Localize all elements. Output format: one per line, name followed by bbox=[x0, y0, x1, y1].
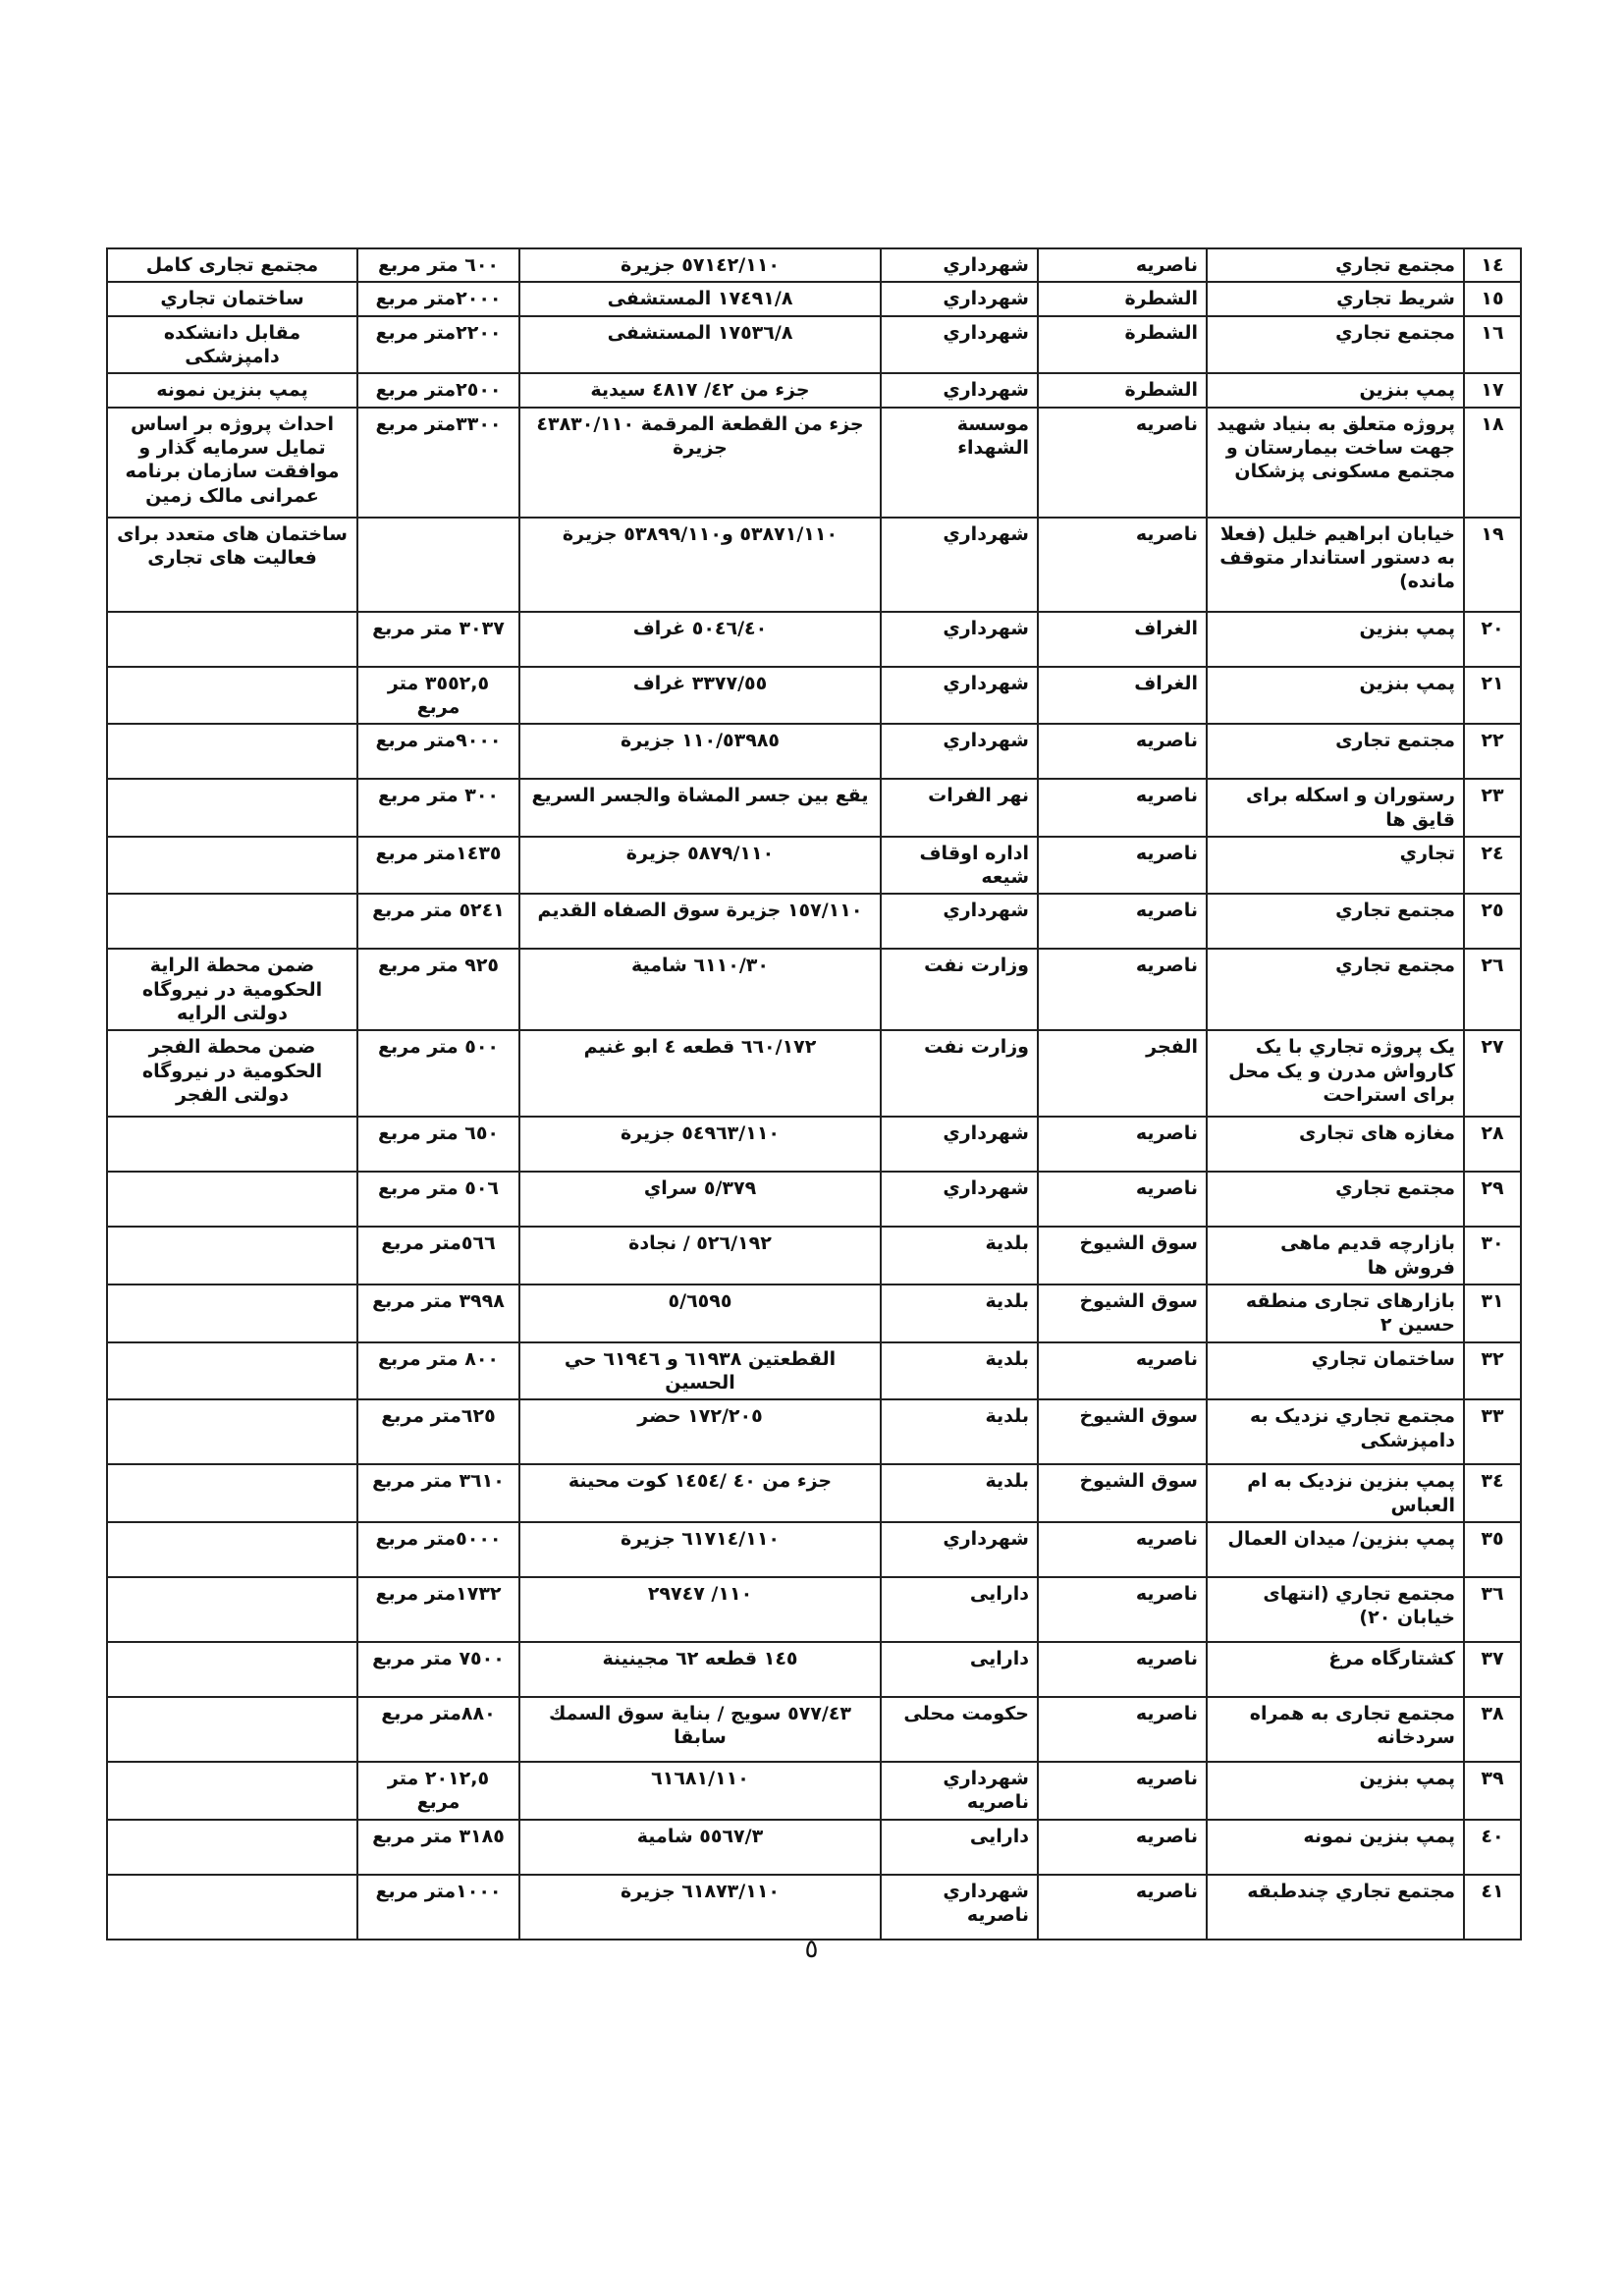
owner-entity-cell: دارايی bbox=[881, 1642, 1038, 1697]
notes-cell: ساختمان تجاري bbox=[107, 282, 357, 315]
table-row bbox=[107, 667, 1521, 725]
owner-entity-cell: دارايی bbox=[881, 1820, 1038, 1875]
table-row bbox=[107, 1522, 1521, 1577]
table-row bbox=[107, 1762, 1521, 1820]
table-row bbox=[107, 1399, 1521, 1464]
owner-entity-cell: شهرداري bbox=[881, 1522, 1038, 1577]
owner-entity-cell: شهرداري bbox=[881, 667, 1038, 725]
row-number-cell: ٣٩ bbox=[1464, 1762, 1521, 1820]
row-number-cell: ٣٥ bbox=[1464, 1522, 1521, 1577]
project-name-cell: بازارچه قديم ماهی فروش ها bbox=[1207, 1227, 1464, 1285]
table-row bbox=[107, 1030, 1521, 1117]
land-area-cell: ٥٢٤١ متر مربع bbox=[357, 894, 519, 949]
location-cell: الغراف bbox=[1038, 667, 1207, 725]
owner-entity-cell: شهرداري bbox=[881, 1172, 1038, 1227]
project-name-cell: رستوران و اسکله برای قايق ها bbox=[1207, 779, 1464, 837]
table-row bbox=[107, 316, 1521, 374]
owner-entity-cell: حكومت محلی bbox=[881, 1697, 1038, 1762]
land-area-cell: ٨٠٠ متر مربع bbox=[357, 1342, 519, 1400]
row-number-cell: ١٤ bbox=[1464, 248, 1521, 282]
notes-cell bbox=[107, 1577, 357, 1642]
table-row bbox=[107, 949, 1521, 1030]
project-name-cell: مجتمع تجاري bbox=[1207, 894, 1464, 949]
notes-cell bbox=[107, 1522, 357, 1577]
land-area-cell: ٣٠٣٧ متر مربع bbox=[357, 612, 519, 667]
land-area-cell: ٢٠٠٠متر مربع bbox=[357, 282, 519, 315]
notes-cell: مجتمع تجاری کامل bbox=[107, 248, 357, 282]
owner-entity-cell: موسسة الشهداء bbox=[881, 408, 1038, 518]
table-row bbox=[107, 1285, 1521, 1342]
plot-number-cell: ٥٥٦٧/٣ شامية bbox=[519, 1820, 881, 1875]
notes-cell bbox=[107, 1697, 357, 1762]
row-number-cell: ٢٤ bbox=[1464, 837, 1521, 895]
row-number-cell: ٢٥ bbox=[1464, 894, 1521, 949]
row-number-cell: ١٦ bbox=[1464, 316, 1521, 374]
plot-number-cell: جزء من ٤٢/ ٤٨١٧ سيدية bbox=[519, 373, 881, 407]
owner-entity-cell: شهرداري bbox=[881, 612, 1038, 667]
table-row bbox=[107, 282, 1521, 315]
land-area-cell: ٣٣٠٠متر مربع bbox=[357, 408, 519, 518]
location-cell: الشطرة bbox=[1038, 316, 1207, 374]
land-area-cell: ٢٠١٢,٥ متر مربع bbox=[357, 1762, 519, 1820]
location-cell: ناصريه bbox=[1038, 1875, 1207, 1940]
plot-number-cell: ١٤٥ قطعه ٦٢ مجينينة bbox=[519, 1642, 881, 1697]
land-area-cell: ٦٢٥متر مربع bbox=[357, 1399, 519, 1464]
row-number-cell: ٤١ bbox=[1464, 1875, 1521, 1940]
table-row bbox=[107, 612, 1521, 667]
plot-number-cell: ٥٧١٤٢/١١٠ جزيرة bbox=[519, 248, 881, 282]
location-cell: ناصريه bbox=[1038, 1522, 1207, 1577]
owner-entity-cell: بلدية bbox=[881, 1285, 1038, 1342]
location-cell: ناصريه bbox=[1038, 1117, 1207, 1172]
table-row bbox=[107, 724, 1521, 779]
notes-cell: احداث پروژه بر اساس تمايل سرمايه گذار و موافقت سازمان برنامه عمرانی مالک زمين bbox=[107, 408, 357, 518]
location-cell: سوق الشيوخ bbox=[1038, 1227, 1207, 1285]
row-number-cell: ٣٨ bbox=[1464, 1697, 1521, 1762]
row-number-cell: ٣٠ bbox=[1464, 1227, 1521, 1285]
owner-entity-cell: دارايی bbox=[881, 1577, 1038, 1642]
notes-cell bbox=[107, 1875, 357, 1940]
land-area-cell: ١٤٣٥متر مربع bbox=[357, 837, 519, 895]
location-cell: الشطرة bbox=[1038, 282, 1207, 315]
row-number-cell: ٣٢ bbox=[1464, 1342, 1521, 1400]
project-name-cell: مجتمع تجاري bbox=[1207, 1172, 1464, 1227]
plot-number-cell: ١١٠/ ٢٩٧٤٧ bbox=[519, 1577, 881, 1642]
plot-number-cell: ٦١١٠/٣٠ شامية bbox=[519, 949, 881, 1030]
row-number-cell: ٢٩ bbox=[1464, 1172, 1521, 1227]
notes-cell: ضمن محطة الفجر الحكومية در نيروگاه دولتی الفجر bbox=[107, 1030, 357, 1117]
project-name-cell: پمپ بنزين bbox=[1207, 373, 1464, 407]
location-cell: ناصريه bbox=[1038, 518, 1207, 612]
plot-number-cell: ٥٠٤٦/٤٠ غراف bbox=[519, 612, 881, 667]
location-cell: ناصريه bbox=[1038, 1172, 1207, 1227]
row-number-cell: ٤٠ bbox=[1464, 1820, 1521, 1875]
land-area-cell: ٥٠٠ متر مربع bbox=[357, 1030, 519, 1117]
notes-cell bbox=[107, 1342, 357, 1400]
location-cell: ناصريه bbox=[1038, 1697, 1207, 1762]
location-cell: ناصريه bbox=[1038, 837, 1207, 895]
project-name-cell: تجاري bbox=[1207, 837, 1464, 895]
project-name-cell: کشتارگاه مرغ bbox=[1207, 1642, 1464, 1697]
plot-number-cell: يقع بين جسر المشاة والجسر السريع bbox=[519, 779, 881, 837]
project-name-cell: خيابان ابراهيم خليل (فعلا به دستور استاندار متوقف مانده) bbox=[1207, 518, 1464, 612]
project-name-cell: مجتمع تجاري bbox=[1207, 949, 1464, 1030]
land-area-cell: ٧٥٠٠ متر مربع bbox=[357, 1642, 519, 1697]
land-area-cell: ٦٥٠ متر مربع bbox=[357, 1117, 519, 1172]
table-row bbox=[107, 1577, 1521, 1642]
row-number-cell: ٢٢ bbox=[1464, 724, 1521, 779]
land-area-cell: ٣١٨٥ متر مربع bbox=[357, 1820, 519, 1875]
owner-entity-cell: شهرداري bbox=[881, 518, 1038, 612]
land-area-cell: ٨٨٠متر مربع bbox=[357, 1697, 519, 1762]
notes-cell: ضمن محطة الراية الحكومية در نيروگاه دولتی الرايه bbox=[107, 949, 357, 1030]
location-cell: ناصريه bbox=[1038, 894, 1207, 949]
land-area-cell: ١٠٠٠متر مربع bbox=[357, 1875, 519, 1940]
row-number-cell: ٢٠ bbox=[1464, 612, 1521, 667]
table-row bbox=[107, 1642, 1521, 1697]
location-cell: ناصريه bbox=[1038, 408, 1207, 518]
project-name-cell: مجتمع تجاری به همراه سردخانه bbox=[1207, 1697, 1464, 1762]
notes-cell bbox=[107, 1172, 357, 1227]
location-cell: سوق الشيوخ bbox=[1038, 1285, 1207, 1342]
location-cell: ناصريه bbox=[1038, 248, 1207, 282]
notes-cell bbox=[107, 779, 357, 837]
owner-entity-cell: نهر الفرات bbox=[881, 779, 1038, 837]
notes-cell bbox=[107, 667, 357, 725]
location-cell: ناصريه bbox=[1038, 724, 1207, 779]
table-row bbox=[107, 1342, 1521, 1400]
projects-table bbox=[106, 247, 1522, 1941]
project-name-cell: پمپ بنزين bbox=[1207, 667, 1464, 725]
notes-cell bbox=[107, 837, 357, 895]
location-cell: ناصريه bbox=[1038, 1577, 1207, 1642]
location-cell: ناصريه bbox=[1038, 949, 1207, 1030]
notes-cell bbox=[107, 1117, 357, 1172]
location-cell: سوق الشيوخ bbox=[1038, 1399, 1207, 1464]
land-area-cell: ٢٥٠٠متر مربع bbox=[357, 373, 519, 407]
table-row bbox=[107, 1464, 1521, 1522]
owner-entity-cell: وزارت نفت bbox=[881, 949, 1038, 1030]
owner-entity-cell: شهرداري bbox=[881, 1117, 1038, 1172]
notes-cell bbox=[107, 1285, 357, 1342]
project-name-cell: مجتمع تجاري bbox=[1207, 316, 1464, 374]
page-number: ٥ bbox=[804, 1935, 819, 1964]
plot-number-cell: ٥٢٦/١٩٢ / نجادة bbox=[519, 1227, 881, 1285]
notes-cell bbox=[107, 1642, 357, 1697]
owner-entity-cell: شهرداري ناصريه bbox=[881, 1762, 1038, 1820]
projects-table-sheet bbox=[106, 247, 1520, 1941]
notes-cell bbox=[107, 1820, 357, 1875]
plot-number-cell: ١٧٢/٢٠٥ حضر bbox=[519, 1399, 881, 1464]
plot-number-cell: ١١٠/٥٣٩٨٥ جزيرة bbox=[519, 724, 881, 779]
notes-cell bbox=[107, 1762, 357, 1820]
notes-cell bbox=[107, 724, 357, 779]
row-number-cell: ٣٧ bbox=[1464, 1642, 1521, 1697]
plot-number-cell: جزء من القطعة المرقمة ٤٣٨٣٠/١١٠ جزيرة bbox=[519, 408, 881, 518]
land-area-cell: ٣٥٥٢,٥ متر مربع bbox=[357, 667, 519, 725]
notes-cell: مقابل دانشکده دامپزشکی bbox=[107, 316, 357, 374]
project-name-cell: پمپ بنزين نمونه bbox=[1207, 1820, 1464, 1875]
location-cell: ناصريه bbox=[1038, 779, 1207, 837]
location-cell: ناصريه bbox=[1038, 1342, 1207, 1400]
plot-number-cell: ٦١٧١٤/١١٠ جزيرة bbox=[519, 1522, 881, 1577]
project-name-cell: پمپ بنزين/ ميدان العمال bbox=[1207, 1522, 1464, 1577]
land-area-cell: ٣٩٩٨ متر مربع bbox=[357, 1285, 519, 1342]
table-row bbox=[107, 518, 1521, 612]
land-area-cell: ٩٠٠٠متر مربع bbox=[357, 724, 519, 779]
location-cell: ناصريه bbox=[1038, 1762, 1207, 1820]
notes-cell: ساختمان های متعدد برای فعاليت های تجاری bbox=[107, 518, 357, 612]
plot-number-cell: ١٧٤٩١/٨ المستشفى bbox=[519, 282, 881, 315]
row-number-cell: ٢٣ bbox=[1464, 779, 1521, 837]
project-name-cell: مجتمع تجاری bbox=[1207, 724, 1464, 779]
table-row bbox=[107, 408, 1521, 518]
table-row bbox=[107, 248, 1521, 282]
table-row bbox=[107, 1172, 1521, 1227]
notes-cell bbox=[107, 894, 357, 949]
project-name-cell: پمپ بنزين نزديک به ام العباس bbox=[1207, 1464, 1464, 1522]
notes-cell bbox=[107, 1464, 357, 1522]
owner-entity-cell: بلدية bbox=[881, 1227, 1038, 1285]
owner-entity-cell: شهرداري ناصريه bbox=[881, 1875, 1038, 1940]
owner-entity-cell: شهرداري bbox=[881, 894, 1038, 949]
row-number-cell: ١٨ bbox=[1464, 408, 1521, 518]
owner-entity-cell: بلدية bbox=[881, 1464, 1038, 1522]
owner-entity-cell: شهرداري bbox=[881, 282, 1038, 315]
project-name-cell: بازارهای تجاری منطقه حسين ٢ bbox=[1207, 1285, 1464, 1342]
table-row bbox=[107, 1697, 1521, 1762]
row-number-cell: ٣٣ bbox=[1464, 1399, 1521, 1464]
project-name-cell: مجتمع تجاري bbox=[1207, 248, 1464, 282]
location-cell: ناصريه bbox=[1038, 1642, 1207, 1697]
owner-entity-cell: شهرداري bbox=[881, 316, 1038, 374]
plot-number-cell: ١٧٥٣٦/٨ المستشفى bbox=[519, 316, 881, 374]
row-number-cell: ١٩ bbox=[1464, 518, 1521, 612]
location-cell: الفجر bbox=[1038, 1030, 1207, 1117]
land-area-cell: ٢٢٠٠متر مربع bbox=[357, 316, 519, 374]
plot-number-cell: ٣٣٧٧/٥٥ غراف bbox=[519, 667, 881, 725]
land-area-cell: ١٧٣٢متر مربع bbox=[357, 1577, 519, 1642]
table-row bbox=[107, 373, 1521, 407]
project-name-cell: مجتمع تجاري نزديک به دامپزشکی bbox=[1207, 1399, 1464, 1464]
owner-entity-cell: بلدية bbox=[881, 1399, 1038, 1464]
project-name-cell: ساختمان تجاري bbox=[1207, 1342, 1464, 1400]
owner-entity-cell: شهرداري bbox=[881, 724, 1038, 779]
table-row bbox=[107, 894, 1521, 949]
plot-number-cell: ٦١٦٨١/١١٠ bbox=[519, 1762, 881, 1820]
plot-number-cell: القطعتين ٦١٩٣٨ و ٦١٩٤٦ حي الحسين bbox=[519, 1342, 881, 1400]
notes-cell bbox=[107, 1399, 357, 1464]
notes-cell bbox=[107, 1227, 357, 1285]
owner-entity-cell: بلدية bbox=[881, 1342, 1038, 1400]
plot-number-cell: ٥٤٩٦٣/١١٠ جزيرة bbox=[519, 1117, 881, 1172]
plot-number-cell: جزء من ٤٠ /١٤٥٤ كوت محينة bbox=[519, 1464, 881, 1522]
row-number-cell: ٢٦ bbox=[1464, 949, 1521, 1030]
plot-number-cell: ٥٨٧٩/١١٠ جزيرة bbox=[519, 837, 881, 895]
plot-number-cell: ٥٣٨٧١/١١٠ و٥٣٨٩٩/١١٠ جزيرة bbox=[519, 518, 881, 612]
plot-number-cell: ١٥٧/١١٠ جزيرة سوق الصفاه القديم bbox=[519, 894, 881, 949]
land-area-cell: ٥٦٦متر مربع bbox=[357, 1227, 519, 1285]
land-area-cell: ٥٠٦ متر مربع bbox=[357, 1172, 519, 1227]
project-name-cell: مجتمع تجاري (انتهای خيابان ٢٠) bbox=[1207, 1577, 1464, 1642]
plot-number-cell: ٥/٦٥٩٥ bbox=[519, 1285, 881, 1342]
project-name-cell: مجتمع تجاري چندطبقه bbox=[1207, 1875, 1464, 1940]
table-row bbox=[107, 779, 1521, 837]
location-cell: ناصريه bbox=[1038, 1820, 1207, 1875]
table-row bbox=[107, 837, 1521, 895]
owner-entity-cell: اداره اوقاف شيعه bbox=[881, 837, 1038, 895]
land-area-cell: ٣٠٠ متر مربع bbox=[357, 779, 519, 837]
project-name-cell: پمپ بنزين bbox=[1207, 612, 1464, 667]
row-number-cell: ١٧ bbox=[1464, 373, 1521, 407]
land-area-cell: ٥٠٠٠متر مربع bbox=[357, 1522, 519, 1577]
location-cell: الشطرة bbox=[1038, 373, 1207, 407]
row-number-cell: ٣٤ bbox=[1464, 1464, 1521, 1522]
row-number-cell: ٣٦ bbox=[1464, 1577, 1521, 1642]
row-number-cell: ٢٨ bbox=[1464, 1117, 1521, 1172]
table-row bbox=[107, 1117, 1521, 1172]
table-body bbox=[107, 248, 1521, 1940]
table-row bbox=[107, 1875, 1521, 1940]
row-number-cell: ٢١ bbox=[1464, 667, 1521, 725]
table-row bbox=[107, 1227, 1521, 1285]
project-name-cell: يک پروژه تجاري با يک کارواش مدرن و يک محل برای استراحت bbox=[1207, 1030, 1464, 1117]
row-number-cell: ٢٧ bbox=[1464, 1030, 1521, 1117]
land-area-cell bbox=[357, 518, 519, 612]
owner-entity-cell: شهرداري bbox=[881, 373, 1038, 407]
row-number-cell: ١٥ bbox=[1464, 282, 1521, 315]
plot-number-cell: ٦١٨٧٣/١١٠ جزيرة bbox=[519, 1875, 881, 1940]
land-area-cell: ٩٢٥ متر مربع bbox=[357, 949, 519, 1030]
plot-number-cell: ٦٦٠/١٧٢ قطعه ٤ ابو غنيم bbox=[519, 1030, 881, 1117]
row-number-cell: ٣١ bbox=[1464, 1285, 1521, 1342]
project-name-cell: شريط تجاري bbox=[1207, 282, 1464, 315]
location-cell: سوق الشيوخ bbox=[1038, 1464, 1207, 1522]
plot-number-cell: ٥٧٧/٤٣ سويج / بناية سوق السمك سابقا bbox=[519, 1697, 881, 1762]
table-row bbox=[107, 1820, 1521, 1875]
land-area-cell: ٦٠٠ متر مربع bbox=[357, 248, 519, 282]
location-cell: الغراف bbox=[1038, 612, 1207, 667]
owner-entity-cell: شهرداري bbox=[881, 248, 1038, 282]
notes-cell: پمپ بنزين نمونه bbox=[107, 373, 357, 407]
notes-cell bbox=[107, 612, 357, 667]
plot-number-cell: ٥/٣٧٩ سراي bbox=[519, 1172, 881, 1227]
project-name-cell: پمپ بنزين bbox=[1207, 1762, 1464, 1820]
land-area-cell: ٣٦١٠ متر مربع bbox=[357, 1464, 519, 1522]
owner-entity-cell: وزارت نفت bbox=[881, 1030, 1038, 1117]
project-name-cell: پروژه متعلق به بنياد شهيد جهت ساخت بيمارستان و مجتمع مسکونی پزشکان bbox=[1207, 408, 1464, 518]
project-name-cell: مغازه های تجاری bbox=[1207, 1117, 1464, 1172]
